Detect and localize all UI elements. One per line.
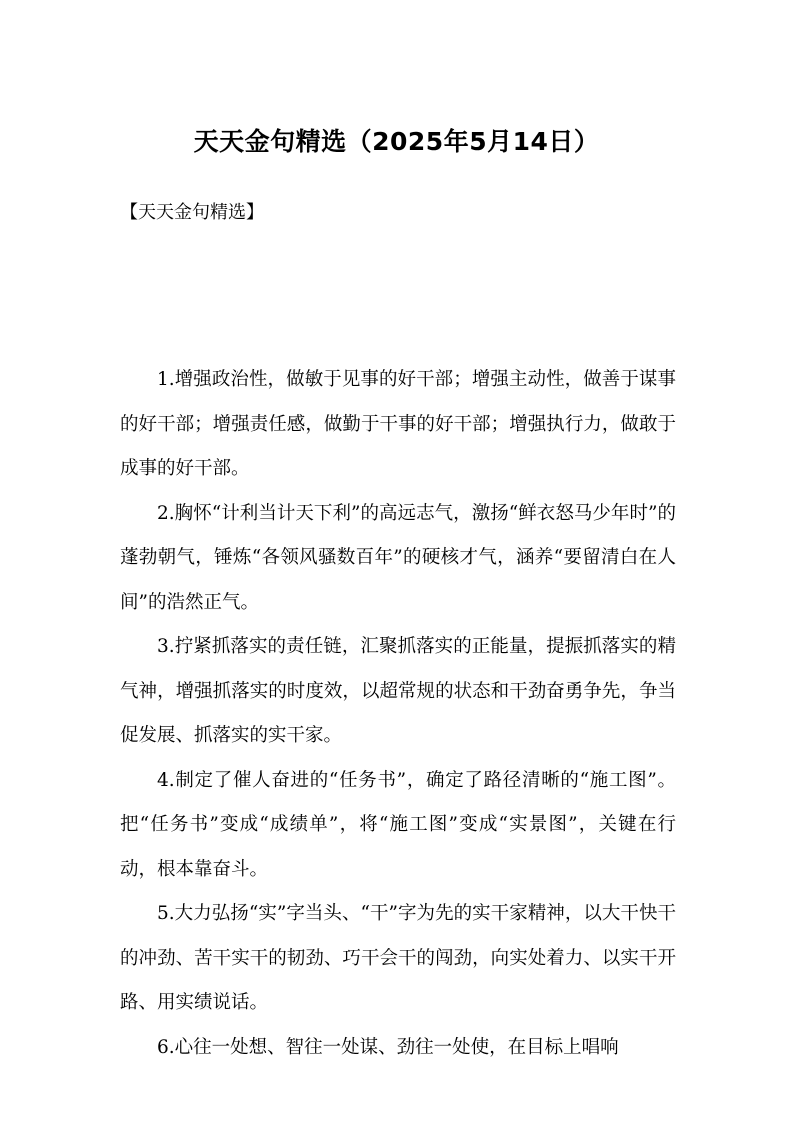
document-title: 天天金句精选（2025年5月14日） [193, 127, 600, 156]
paragraph-3: 3.拧紧抓落实的责任链，汇聚抓落实的正能量，提振抓落实的精气神，增强抓落实的时度效，以超常规的状态和干劲奋勇争先，争当促发展、抓落实的实干家。 [120, 636, 676, 746]
paragraph-4: 4.制定了催人奋进的“任务书”，确定了路径清晰的“施工图”。把“任务书”变成“成绩单”，将“施工图”变成“实景图”，关键在行动，根本靠奋斗。 [120, 769, 676, 880]
paragraph-1: 1.增强政治性，做敏于见事的好干部；增强主动性，做善于谋事的好干部；增强责任感，做勤于干事的好干部；增强执行力，做敢于成事的好干部。 [120, 369, 676, 479]
paragraph-6: 6.心往一处想、智往一处谋、劲往一处使，在目标上唱响 [157, 1036, 619, 1058]
paragraph-2: 2.胸怀“计利当计天下利”的高远志气，激扬“鲜衣怒马少年时”的蓬勃朝气，锤炼“各领风骚数百年”的硬核才气，涵养“要留清白在人间”的浩然正气。 [120, 502, 676, 613]
paragraph-5: 5.大力弘扬“实”字当头、“干”字为先的实干家精神，以大干快干的冲劲、苦干实干的韧劲、巧干会干的闯劲，向实处着力、以实干开路、用实绩说话。 [120, 903, 676, 1013]
document-body [120, 358, 676, 1070]
section-label: 【天天金句精选】 [120, 202, 264, 223]
